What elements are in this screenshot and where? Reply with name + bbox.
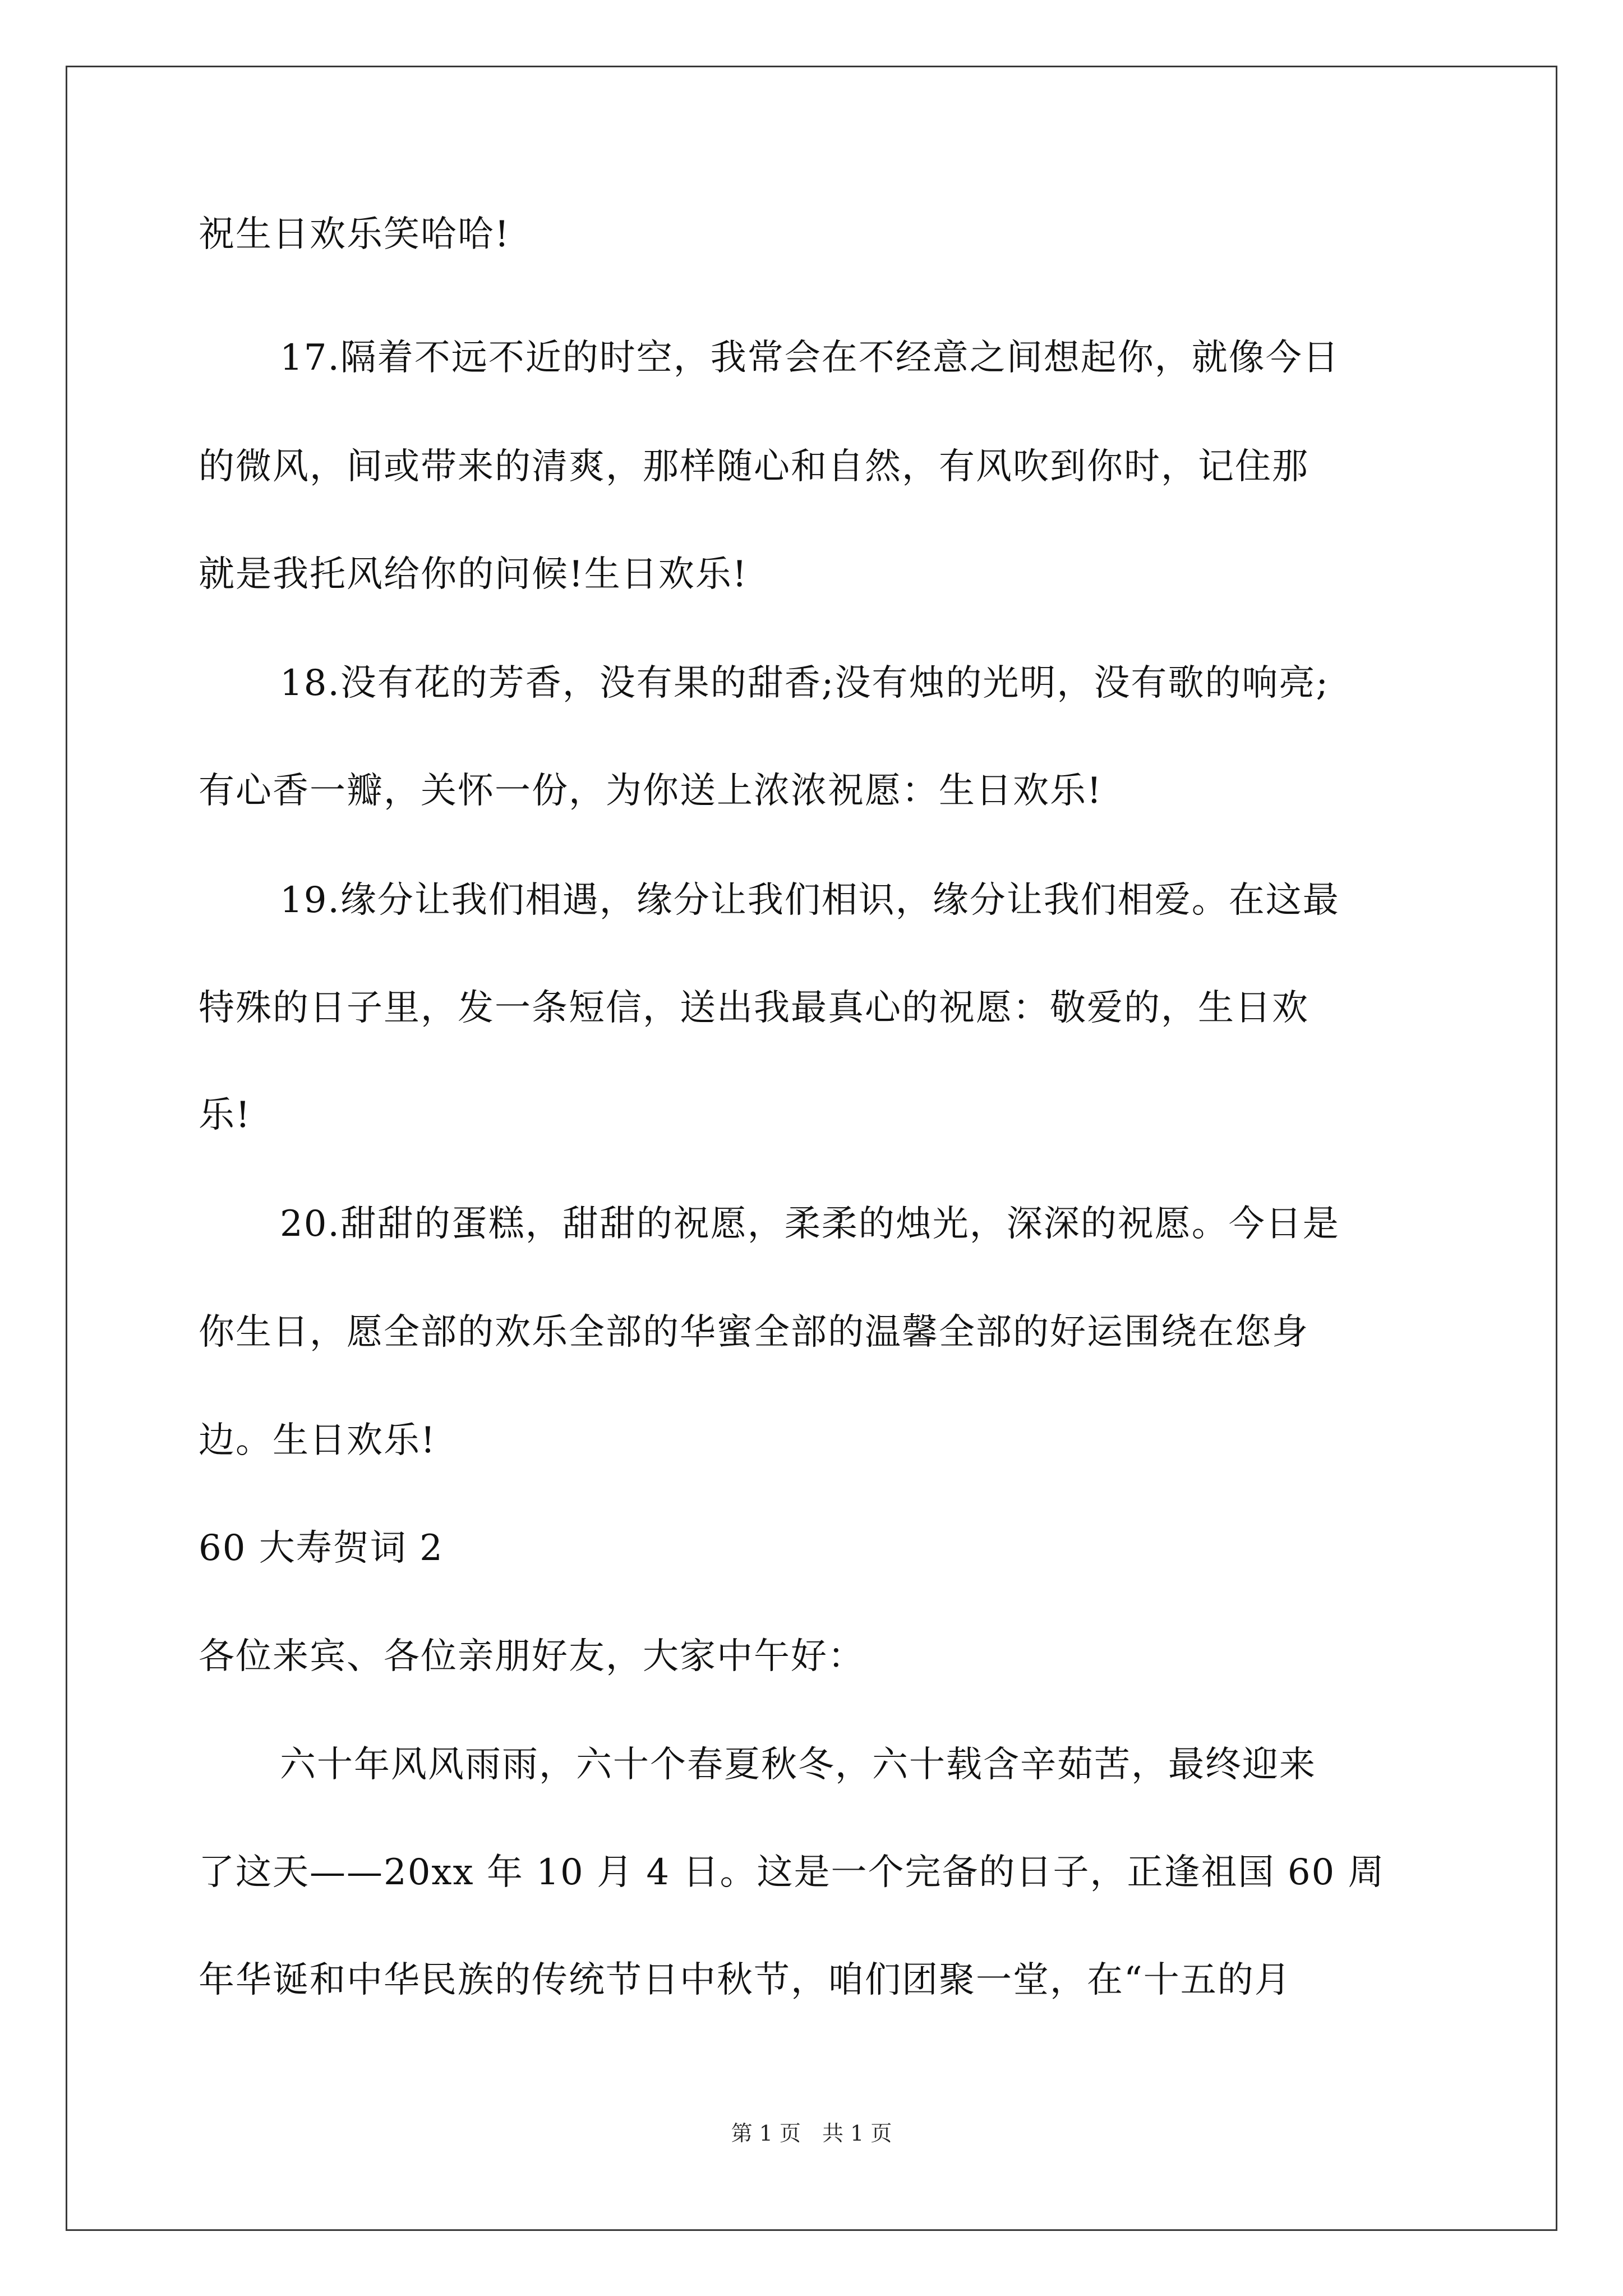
- text-line: 19.缘分让我们相遇，缘分让我们相识，缘分让我们相爱。在这最: [280, 880, 1340, 921]
- page-footer: 第 1 页 共 1 页: [731, 2121, 892, 2146]
- text-line: 了这天——20xx 年 10 月 4 日。这是一个完备的日子，正逢祖国 60 周: [199, 1852, 1385, 1893]
- text-line: 六十年风风雨雨，六十个春夏秋冬，六十载含辛茹苦，最终迎来: [280, 1744, 1316, 1786]
- section-heading: 60 大寿贺词 2: [199, 1527, 444, 1569]
- text-line: 特殊的日子里，发一条短信，送出我最真心的祝愿：敬爱的，生日欢: [199, 987, 1309, 1029]
- text-line: 你生日，愿全部的欢乐全部的华蜜全部的温馨全部的好运围绕在您身: [199, 1312, 1309, 1353]
- page-border: [66, 66, 1557, 2231]
- text-line: 边。生日欢乐!: [199, 1420, 436, 1461]
- text-line: 各位来宾、各位亲朋好友，大家中午好：: [199, 1636, 865, 1677]
- text-line: 20.甜甜的蛋糕，甜甜的祝愿，柔柔的烛光，深深的祝愿。今日是: [280, 1203, 1340, 1245]
- text-line: 祝生日欢乐笑哈哈!: [199, 214, 510, 255]
- text-line: 有心香一瓣，关怀一份，为你送上浓浓祝愿：生日欢乐!: [199, 770, 1103, 812]
- text-line: 17.隔着不远不近的时空，我常会在不经意之间想起你，就像今日: [280, 337, 1340, 379]
- text-line: 年华诞和中华民族的传统节日中秋节，咱们团聚一堂，在“十五的月: [199, 1959, 1292, 2001]
- text-line: 乐!: [199, 1094, 251, 1136]
- text-line: 就是我托风给你的问候!生日欢乐!: [199, 554, 748, 595]
- text-line: 的微风，间或带来的清爽，那样随心和自然，有风吹到你时，记住那: [199, 446, 1309, 487]
- text-line: 18.没有花的芳香，没有果的甜香;没有烛的光明，没有歌的响亮;: [280, 662, 1329, 704]
